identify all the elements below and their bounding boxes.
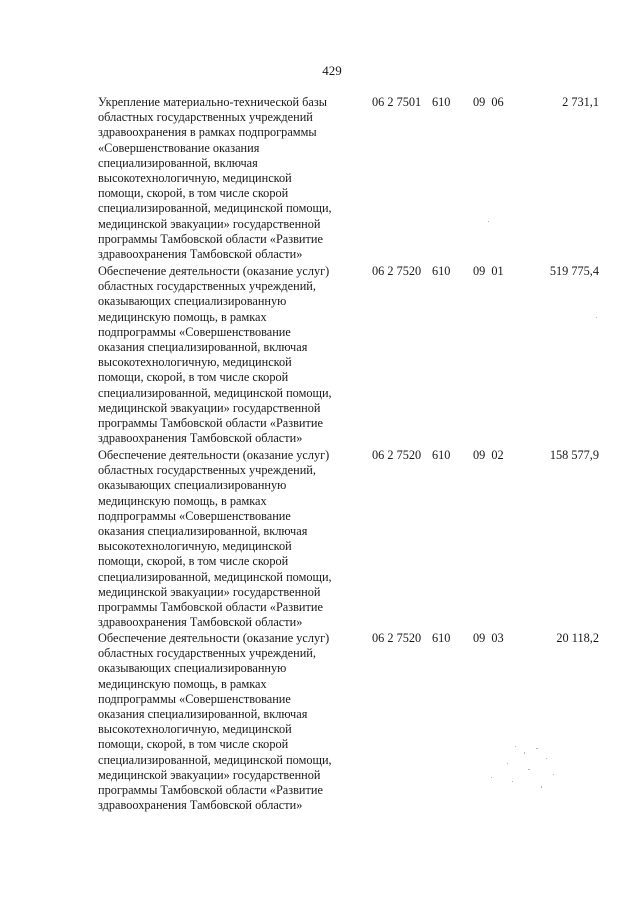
description-line: помощи, скорой, в том числе скорой (98, 554, 289, 569)
description-line: Обеспечение деятельности (оказание услуг) (98, 448, 330, 462)
description-line: специализированной, медицинской помощи, (98, 385, 332, 400)
scan-speck (524, 752, 525, 754)
description-line: Обеспечение деятельности (оказание услуг) (98, 631, 330, 645)
description-line: медицинской эвакуации» государственной (98, 767, 321, 782)
description-line: оказания специализированной, включая (98, 707, 308, 722)
description-line: высокотехнологичную, медицинской (98, 355, 292, 370)
scan-speck (596, 317, 597, 318)
scan-speck (553, 774, 554, 775)
description-line: Обеспечение деятельности (оказание услуг) (98, 264, 330, 278)
description-line: специализированной, медицинской помощи, (98, 201, 332, 216)
description-line: медицинскую помощь, в рамках (98, 676, 267, 691)
description-line: здравоохранения в рамках подпрограммы (98, 125, 317, 140)
description-line: медицинскую помощь, в рамках (98, 493, 267, 508)
description-line: специализированной, включая (98, 155, 258, 170)
description-line: областных государственных учреждений, (98, 646, 316, 661)
section-subsection-code: 09 02 (473, 448, 504, 462)
description-line: областных государственных учреждений (98, 110, 313, 125)
description-line: программы Тамбовской области «Развитие (98, 231, 323, 246)
description-line: медицинской эвакуации» государственной (98, 216, 321, 231)
description-line: высокотехнологичную, медицинской (98, 722, 292, 737)
scan-speck (512, 781, 513, 782)
description-line: областных государственных учреждений, (98, 279, 316, 294)
target-article-code: 06 2 7520 (372, 631, 422, 645)
scan-speck (491, 777, 492, 778)
page-number: 429 (322, 63, 342, 78)
target-article-code: 06 2 7520 (372, 448, 422, 462)
description-line: помощи, скорой, в том числе скорой (98, 370, 289, 385)
section-subsection-code: 09 01 (473, 264, 504, 278)
description-line: медицинской эвакуации» государственной (98, 400, 321, 415)
expense-type-code: 610 (432, 448, 451, 462)
description-line: оказывающих специализированную (98, 661, 287, 676)
description-line: программы Тамбовской области «Развитие (98, 416, 323, 431)
description-line: программы Тамбовской области «Развитие (98, 600, 323, 615)
description-line: здравоохранения Тамбовской области» (98, 431, 303, 446)
section-subsection-code: 09 03 (473, 631, 504, 645)
expense-type-code: 610 (432, 264, 451, 278)
scan-speck (546, 758, 547, 759)
description-line: специализированной, медицинской помощи, (98, 569, 332, 584)
amount-value: 158 577,9 (549, 448, 599, 462)
description-line: помощи, скорой, в том числе скорой (98, 186, 289, 201)
description-line: помощи, скорой, в том числе скорой (98, 737, 289, 752)
description-line: подпрограммы «Совершенствование (98, 324, 291, 339)
amount-value: 20 118,2 (556, 631, 599, 645)
description-line: здравоохранения Тамбовской области» (98, 615, 303, 630)
description-line: подпрограммы «Совершенствование (98, 691, 291, 706)
section-subsection-code: 09 06 (473, 95, 504, 109)
scan-speck (536, 748, 538, 749)
description-line: оказывающих специализированную (98, 294, 287, 309)
description-line: областных государственных учреждений, (98, 463, 316, 478)
amount-value: 519 775,4 (549, 264, 599, 278)
description-line: высокотехнологичную, медицинской (98, 539, 292, 554)
description-line: оказания специализированной, включая (98, 340, 308, 355)
target-article-code: 06 2 7520 (372, 264, 422, 278)
description-line: оказания специализированной, включая (98, 524, 308, 539)
description-line: «Совершенствование оказания (98, 140, 260, 155)
description-line: здравоохранения Тамбовской области» (98, 247, 303, 262)
description-line: медицинской эвакуации» государственной (98, 584, 321, 599)
scan-speck (528, 769, 530, 770)
description-line: специализированной, медицинской помощи, (98, 752, 332, 767)
description-line: подпрограммы «Совершенствование (98, 508, 291, 523)
description-line: здравоохранения Тамбовской области» (98, 798, 303, 813)
description-line: оказывающих специализированную (98, 478, 287, 493)
description-line: Укрепление материально-технической базы (98, 95, 327, 109)
scan-speck (541, 786, 542, 788)
target-article-code: 06 2 7501 (372, 95, 422, 109)
scan-speck (515, 746, 516, 747)
description-line: медицинскую помощь, в рамках (98, 309, 267, 324)
description-line: программы Тамбовской области «Развитие (98, 783, 323, 798)
description-line: высокотехнологичную, медицинской (98, 171, 292, 186)
expense-type-code: 610 (432, 631, 451, 645)
scan-speck (507, 763, 508, 764)
amount-value: 2 731,1 (562, 95, 599, 109)
expense-type-code: 610 (432, 95, 451, 109)
scan-speck (488, 221, 489, 222)
